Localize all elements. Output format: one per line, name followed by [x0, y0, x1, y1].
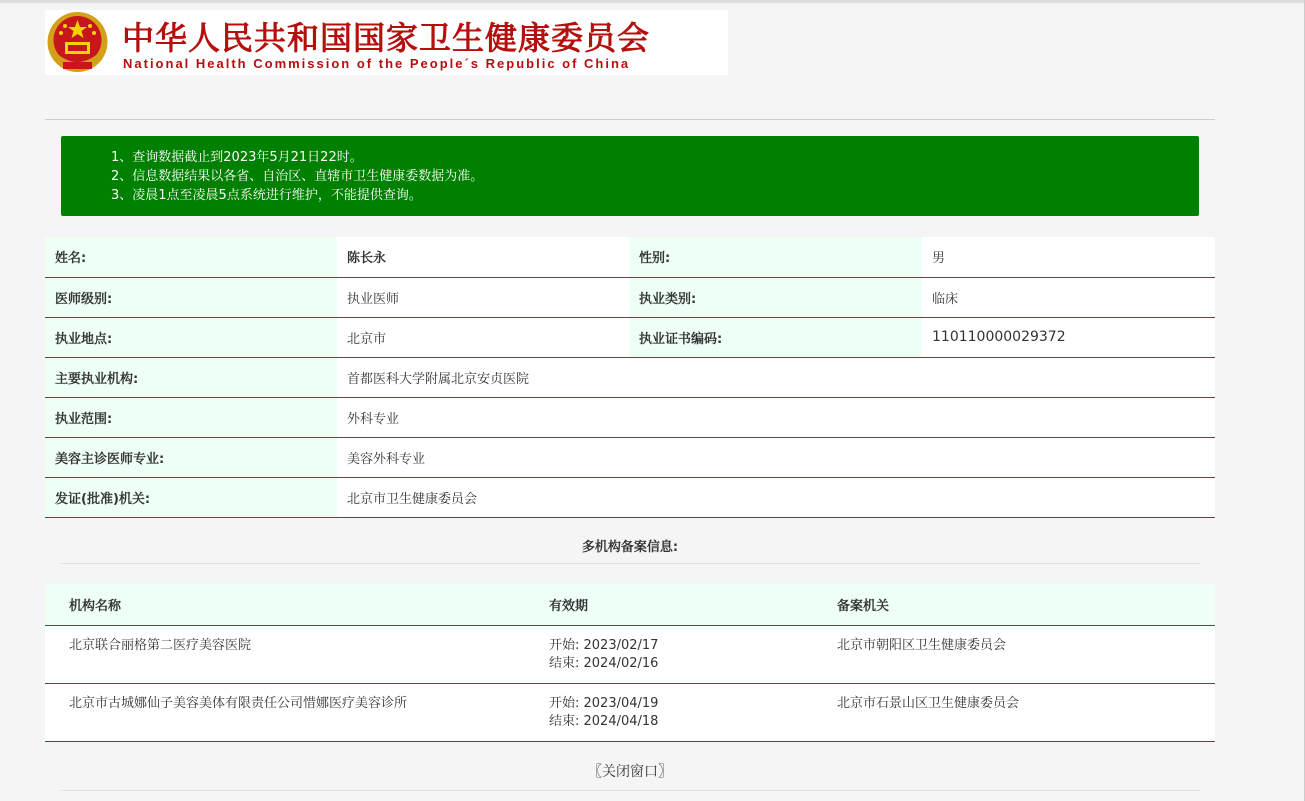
validity-end: 结束: 2024/02/16 — [549, 655, 659, 671]
institution-label: 主要执业机构: — [45, 357, 337, 397]
table-row — [45, 625, 1215, 683]
notice-line: 2、信息数据结果以各省、自治区、直辖市卫生健康委数据为准。 — [111, 169, 484, 184]
top-border — [0, 0, 1305, 3]
divider — [60, 790, 1200, 791]
cert-label: 执业证书编码: — [629, 317, 922, 357]
col-header-name: 机构名称 — [45, 584, 525, 625]
org-authority: 北京市石景山区卫生健康委员会 — [813, 683, 1215, 741]
name-label: 姓名: — [45, 237, 337, 277]
cosmetic-value: 美容外科专业 — [337, 437, 1215, 477]
site-header — [45, 10, 728, 75]
divider — [60, 563, 1200, 564]
col-header-validity: 有效期 — [525, 584, 813, 625]
doctor-info-table — [45, 237, 1215, 518]
gender-value: 男 — [922, 237, 1215, 277]
gender-label: 性别: — [629, 237, 922, 277]
validity-start: 开始: 2023/04/19 — [549, 695, 659, 711]
org-name: 北京市古城娜仙子美容美体有限责任公司惜娜医疗美容诊所 — [45, 683, 525, 741]
location-value: 北京市 — [337, 317, 629, 357]
location-label: 执业地点: — [45, 317, 337, 357]
multi-institution-table — [45, 584, 1215, 742]
category-label: 执业类别: — [629, 277, 922, 317]
validity-cell — [525, 625, 813, 683]
table-row — [45, 477, 1215, 517]
table-row — [45, 357, 1215, 397]
validity-start: 开始: 2023/02/17 — [549, 637, 659, 653]
level-label: 医师级别: — [45, 277, 337, 317]
issuer-value: 北京市卫生健康委员会 — [337, 477, 1215, 517]
notice-line: 3、凌晨1点至凌晨5点系统进行维护，不能提供查询。 — [111, 188, 422, 203]
table-header-row — [45, 584, 1215, 625]
table-row — [45, 317, 1215, 357]
close-window-link[interactable]: 〖关闭窗口〗 — [588, 764, 672, 780]
table-row — [45, 397, 1215, 437]
issuer-label: 发证(批准)机关: — [45, 477, 337, 517]
table-row — [45, 683, 1215, 741]
cosmetic-label: 美容主诊医师专业: — [45, 437, 337, 477]
name-value: 陈长永 — [337, 237, 629, 277]
org-authority: 北京市朝阳区卫生健康委员会 — [813, 625, 1215, 683]
table-row — [45, 277, 1215, 317]
institution-value: 首都医科大学附属北京安贞医院 — [337, 357, 1215, 397]
scope-value: 外科专业 — [337, 397, 1215, 437]
org-name: 北京联合丽格第二医疗美容医院 — [45, 625, 525, 683]
site-title-en: National Health Commission of the People´s Republic of China — [123, 56, 631, 71]
site-title-cn: 中华人民共和国国家卫生健康委员会 — [122, 19, 651, 57]
table-row — [45, 237, 1215, 277]
level-value: 执业医师 — [337, 277, 629, 317]
validity-end: 结束: 2024/04/18 — [549, 713, 659, 729]
category-value: 临床 — [922, 277, 1215, 317]
national-emblem-icon — [45, 10, 110, 75]
scope-label: 执业范围: — [45, 397, 337, 437]
cert-value: 110110000029372 — [922, 317, 1215, 357]
notice-box — [61, 136, 1199, 216]
notice-line: 1、查询数据截止到2023年5月21日22时。 — [111, 150, 363, 165]
table-row — [45, 437, 1215, 477]
col-header-authority: 备案机关 — [813, 584, 1215, 625]
multi-institution-title: 多机构备案信息: — [581, 540, 679, 555]
header-divider — [45, 119, 1215, 120]
validity-cell — [525, 683, 813, 741]
